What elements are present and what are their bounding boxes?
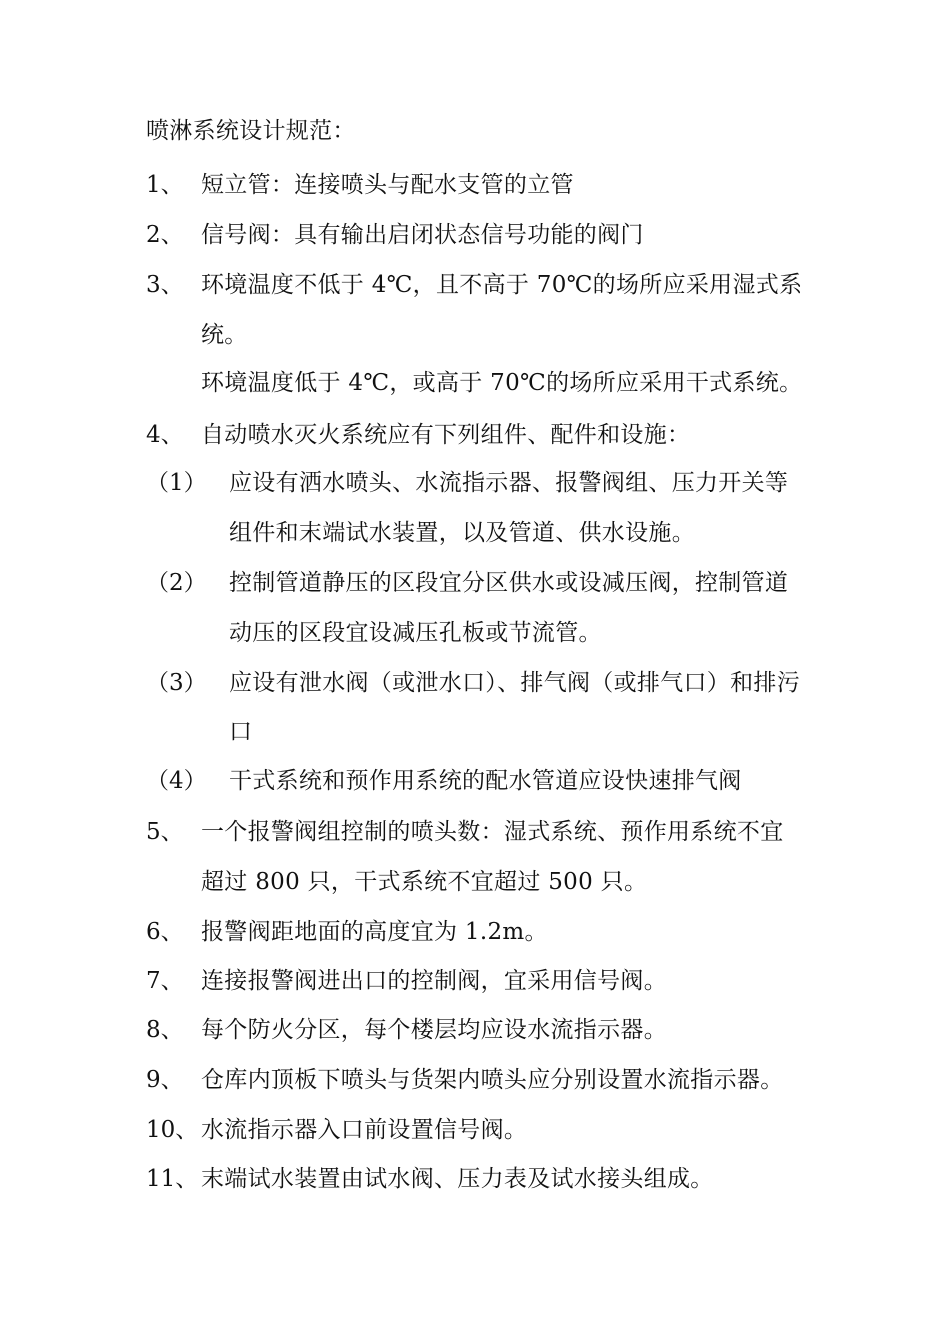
item-text: 自动喷水灭火系统应有下列组件、配件和设施： (201, 422, 691, 448)
sub-item-number: （2） (146, 570, 207, 596)
item-text: 信号阀：具有输出启闭状态信号功能的阀门 (201, 222, 644, 248)
sub-item-text: 干式系统和预作用系统的配水管道应设快速排气阀 (229, 768, 742, 794)
item-text: 环境温度低于 4℃，或高于 70℃的场所应采用干式系统。 (201, 370, 803, 396)
sub-item-text: 应设有泄水阀（或泄水口）、排气阀（或排气口）和排污 (229, 670, 800, 696)
item-text: 超过 800 只，干式系统不宜超过 500 只。 (201, 869, 648, 895)
item-text: 统。 (201, 322, 248, 348)
item-text: 水流指示器入口前设置信号阀。 (201, 1117, 528, 1143)
sub-item-number: （4） (146, 768, 207, 794)
item-number: 7、 (146, 968, 184, 994)
item-text: 环境温度不低于 4℃，且不高于 70℃的场所应采用湿式系 (201, 272, 803, 298)
sub-item-text: 动压的区段宜设减压孔板或节流管。 (229, 620, 602, 646)
item-number: 9、 (146, 1067, 184, 1093)
document-title: 喷淋系统设计规范： (146, 118, 356, 144)
item-text: 一个报警阀组控制的喷头数：湿式系统、预作用系统不宜 (201, 819, 784, 845)
sub-item-text: 口 (229, 719, 253, 745)
item-text: 短立管：连接喷头与配水支管的立管 (201, 172, 574, 198)
sub-item-number: （1） (146, 470, 207, 496)
item-number: 8、 (146, 1017, 184, 1043)
sub-item-text: 组件和末端试水装置，以及管道、供水设施。 (229, 520, 695, 546)
item-text: 报警阀距地面的高度宜为 1.2m。 (201, 919, 548, 945)
item-number: 1、 (146, 172, 184, 198)
item-number: 2、 (146, 222, 184, 248)
item-number: 6、 (146, 919, 184, 945)
item-text: 连接报警阀进出口的控制阀，宜采用信号阀。 (201, 968, 667, 994)
item-number: 10、 (146, 1117, 199, 1143)
sub-item-number: （3） (146, 670, 207, 696)
item-number: 3、 (146, 272, 184, 298)
item-text: 仓库内顶板下喷头与货架内喷头应分别设置水流指示器。 (201, 1067, 784, 1093)
item-text: 每个防火分区，每个楼层均应设水流指示器。 (201, 1017, 667, 1043)
item-number: 11、 (146, 1166, 199, 1192)
item-number: 5、 (146, 819, 184, 845)
item-text: 末端试水装置由试水阀、压力表及试水接头组成。 (201, 1166, 714, 1192)
item-number: 4、 (146, 422, 184, 448)
sub-item-text: 控制管道静压的区段宜分区供水或设减压阀，控制管道 (229, 570, 789, 596)
sub-item-text: 应设有洒水喷头、水流指示器、报警阀组、压力开关等 (229, 470, 789, 496)
